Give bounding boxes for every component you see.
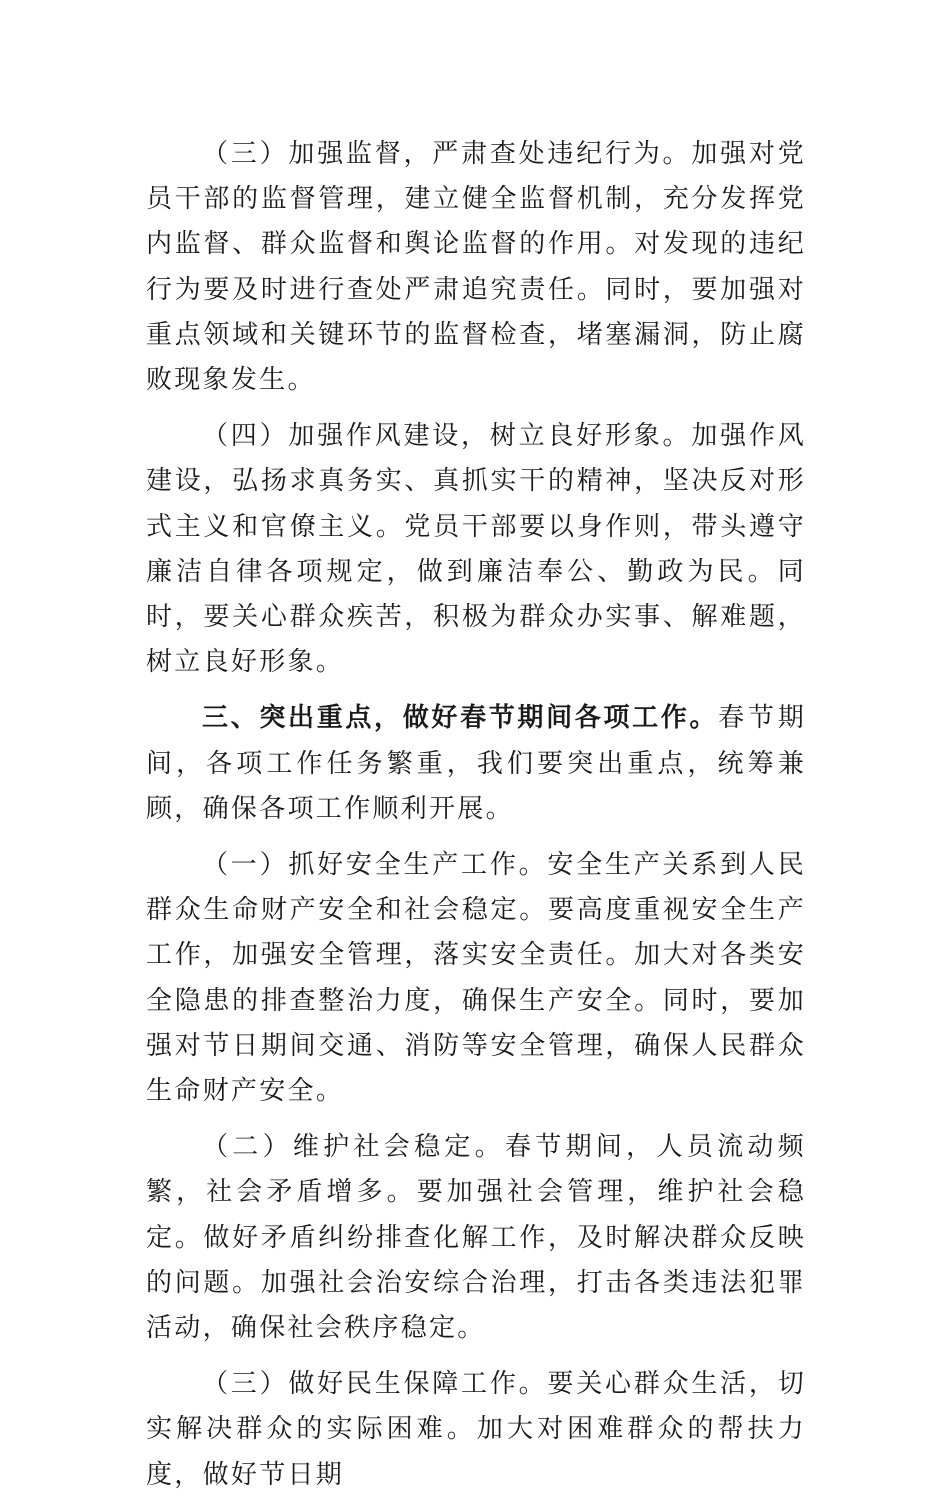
subsection-heading: （三）加强监督，严肃查处违纪行为。	[202, 139, 692, 169]
paragraph-text: 加强对党员干部的监督管理，建立健全监督机制，充分发挥党内监督、群众监督和舆论监督的作用。对发现的违纪行为要及时进行查处严肃追究责任。同时，要加强对重点领域和关键环节的监督检查，堵塞漏洞，防止腐败现象发生。	[146, 139, 806, 396]
paragraph-work-style	[146, 414, 806, 685]
section-heading: 三、突出重点，做好春节期间各项工作。	[202, 703, 719, 734]
paragraph-text: 要关心群众生活，切实解决群众的实际困难。加大对困难群众的帮扶力度，做好节日期	[146, 1369, 806, 1490]
paragraph-supervision	[146, 132, 806, 403]
paragraph-text: 春节期间，人员流动频繁，社会矛盾增多。要加强社会管理，维护社会稳定。做好矛盾纠纷排查化解工作，及时解决群众反映的问题。加强社会治安综合治理，打击各类违法犯罪活动，确保社会秩序稳定。	[146, 1132, 806, 1344]
subsection-heading: （三）做好民生保障工作。	[202, 1369, 548, 1400]
paragraph-text: 加强作风建设，弘扬求真务实、真抓实干的精神，坚决反对形式主义和官僚主义。党员干部要以身作则，带头遵守廉洁自律各项规定，做到廉洁奉公、勤政为民。同时，要关心群众疾苦，积极为群众办实事、解难题，树立良好形象。	[146, 421, 806, 678]
subsection-heading: （一）抓好安全生产工作。	[202, 850, 548, 881]
paragraph-safety	[146, 843, 806, 1114]
paragraph-text: 春节期间，各项工作任务繁重，我们要突出重点，统筹兼顾，确保各项工作顺利开展。	[146, 703, 806, 824]
paragraph-text: 安全生产关系到人民群众生命财产安全和社会稳定。要高度重视安全生产工作，加强安全管理，落实安全责任。加大对各类安全隐患的排查整治力度，确保生产安全。同时，要加强对节日期间交通、消防等安全管理，确保人民群众生命财产安全。	[146, 850, 806, 1107]
document-body	[146, 132, 806, 1509]
subsection-heading: （四）加强作风建设，树立良好形象。	[202, 421, 692, 452]
paragraph-section-three	[146, 696, 806, 832]
paragraph-stability	[146, 1125, 806, 1351]
subsection-heading: （二）维护社会稳定。	[202, 1132, 505, 1163]
paragraph-livelihood	[146, 1362, 806, 1498]
